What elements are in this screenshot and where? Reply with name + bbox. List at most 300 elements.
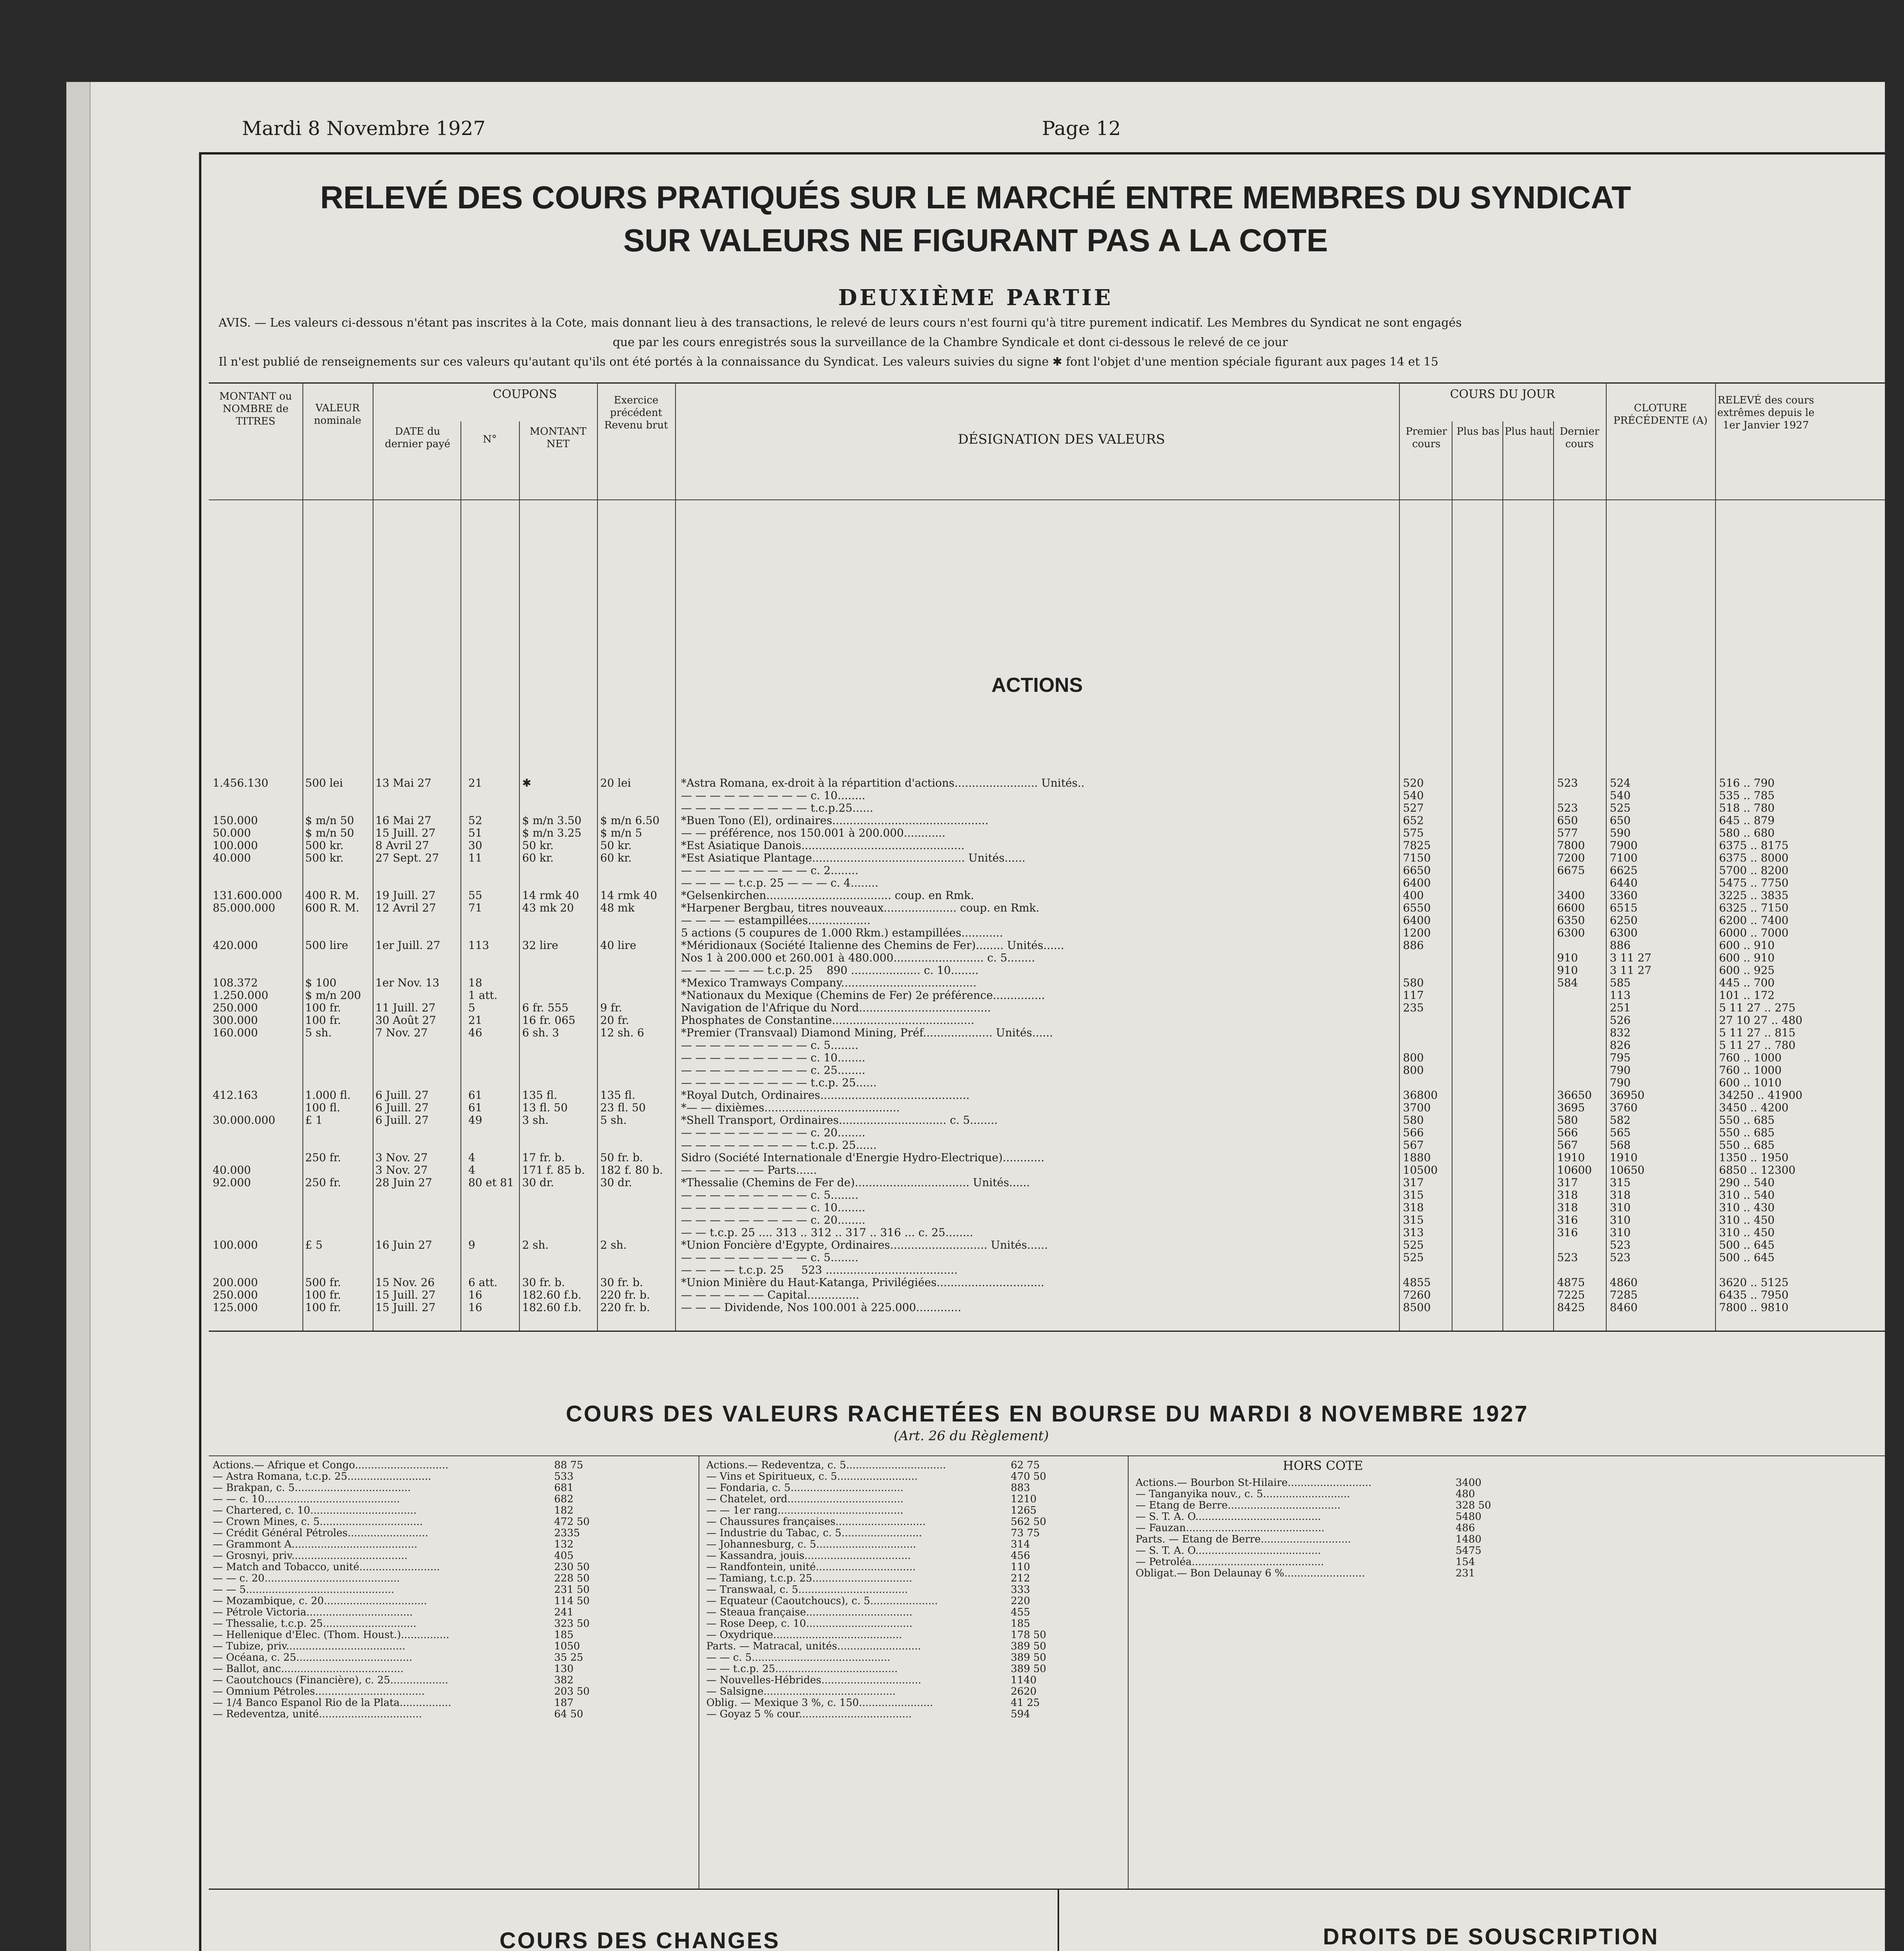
row-montant-net: 182.60 f.b. [522, 1288, 581, 1301]
row-designation: Nos 1 à 200.000 et 260.001 à 480.000.......................... c. 5........ [681, 951, 1035, 964]
row-numero: 71 [468, 901, 482, 914]
row-montant-net: 135 fl. [522, 1089, 557, 1102]
row-premier: 575 [1403, 826, 1424, 839]
row-releve: 3620 .. 5125 [1719, 1276, 1789, 1289]
row-cloture: 6625 [1610, 864, 1638, 877]
col-numero: N° [483, 434, 497, 445]
rachetees-value: 231 [1456, 1567, 1475, 1579]
row-releve: 27 10 27 .. 480 [1719, 1014, 1803, 1027]
row-releve: 550 .. 685 [1719, 1139, 1775, 1151]
row-valeur: 500 kr. [305, 851, 344, 864]
vline [302, 382, 303, 1331]
row-designation: Phosphates de Constantine......................................... [681, 1014, 974, 1027]
row-cloture: 6440 [1610, 876, 1638, 889]
row-valeur: 500 kr. [305, 839, 344, 852]
col-plus-bas: Plus bas [1456, 426, 1500, 437]
rachetees-value: 114 50 [554, 1595, 590, 1607]
row-numero: 1 att. [468, 989, 498, 1002]
rachetees-label: — Petroléa......................................... [1136, 1556, 1324, 1568]
rachetees-value: 314 [1011, 1539, 1030, 1550]
rachetees-value: 182 [554, 1505, 574, 1516]
row-premier: 6400 [1403, 876, 1431, 889]
rachetees-label: — Caoutchoucs (Financière), c. 25.................. [213, 1674, 448, 1686]
rachetees-label: Oblig. — Mexique 3 %, c. 150....................... [706, 1697, 933, 1709]
rachetees-label: — Crown Mines, c. 5................................ [213, 1516, 423, 1528]
row-premier: 318 [1403, 1201, 1424, 1214]
rachetees-value: 533 [554, 1471, 574, 1482]
row-designation: — — — — — — Capital............... [681, 1288, 859, 1301]
rachetees-value: 231 50 [554, 1584, 590, 1596]
rachetees-label: Parts. — Matracal, unités.......................... [706, 1640, 921, 1652]
row-cloture: 310 [1610, 1214, 1631, 1226]
rachetees-value: 3400 [1456, 1477, 1482, 1489]
row-releve: 5475 .. 7750 [1719, 876, 1789, 889]
row-revenu-brut: 182 f. 80 b. [600, 1164, 663, 1176]
row-premier: 800 [1403, 1051, 1424, 1064]
rachetees-title: COURS DES VALEURS RACHETÉES EN BOURSE DU MARDI 8 NOVEMBRE 1927 [566, 1401, 1529, 1427]
row-premier: 540 [1403, 789, 1424, 802]
row-valeur: 250 fr. [305, 1151, 341, 1164]
rachetees-label: — Océana, c. 25.................................... [213, 1652, 412, 1663]
row-premier: 313 [1403, 1226, 1424, 1239]
row-numero: 11 [468, 851, 482, 864]
row-premier: 7825 [1403, 839, 1431, 852]
rachetees-label: — Goyaz 5 % cour................................... [706, 1708, 912, 1720]
row-numero: 21 [468, 776, 482, 789]
row-releve: 310 .. 450 [1719, 1226, 1775, 1239]
col-date: DATE du dernier payé [385, 426, 450, 450]
row-date: 3 Nov. 27 [375, 1151, 428, 1164]
rachetees-label: — Tubize, priv..................................... [213, 1640, 405, 1652]
row-montant: 85.000.000 [213, 901, 276, 914]
rachetees-label: — Etang de Berre................................... [1136, 1500, 1341, 1511]
row-valeur: $ m/n 50 [305, 826, 354, 839]
row-cloture: 6300 [1610, 926, 1638, 939]
changes-title: COURS DES CHANGES [500, 1928, 780, 1951]
row-premier: 525 [1403, 1238, 1424, 1251]
row-releve: 3450 .. 4200 [1719, 1101, 1789, 1114]
row-revenu-brut: 50 fr. b. [600, 1151, 643, 1164]
row-dernier: 1910 [1557, 1151, 1585, 1164]
row-montant-net: 14 rmk 40 [522, 889, 579, 902]
rachetees-label: Actions.— Afrique et Congo............................. [213, 1459, 449, 1471]
row-releve: 6325 .. 7150 [1719, 901, 1789, 914]
col-coupons: COUPONS [492, 387, 557, 401]
row-dernier: 580 [1557, 1114, 1578, 1127]
row-designation: — — t.c.p. 25 .... 313 .. 312 .. 317 .. 316 ... c. 25........ [681, 1226, 973, 1239]
rachetees-value: 185 [554, 1629, 574, 1641]
rachetees-value: 594 [1011, 1708, 1030, 1720]
row-date: 1er Nov. 13 [375, 976, 439, 989]
avis-line-1: AVIS. — Les valeurs ci-dessous n'étant pas inscrites à la Cote, mais donnant lieu à des transactions, le relevé de leurs cours n'est fourni qu'à titre purement indicatif. Les Membres du Syndicat ne sont engagés [219, 316, 1462, 330]
row-revenu-brut: 20 fr. [600, 1014, 629, 1027]
row-dernier: 584 [1557, 976, 1578, 989]
row-montant-net: 30 fr. b. [522, 1276, 565, 1289]
row-dernier: 36650 [1557, 1089, 1592, 1102]
row-numero: 51 [468, 826, 482, 839]
row-montant: 200.000 [213, 1276, 258, 1289]
row-cloture: 832 [1610, 1026, 1631, 1039]
row-designation: *Méridionaux (Société Italienne des Chemins de Fer)........ Unités...... [681, 939, 1064, 952]
row-valeur: 500 fr. [305, 1276, 341, 1289]
vline [1553, 421, 1554, 1331]
row-designation: — — — — — — — — — c. 10........ [681, 1051, 866, 1064]
row-cloture: 650 [1610, 814, 1631, 827]
rachetees-label: — — 5.............................................. [213, 1584, 395, 1596]
row-revenu-brut: 12 sh. 6 [600, 1026, 644, 1039]
rachetees-value: 64 50 [554, 1708, 583, 1720]
rachetees-value: 389 50 [1011, 1640, 1046, 1652]
row-montant: 100.000 [213, 1238, 258, 1251]
rachetees-value: 241 [554, 1606, 574, 1618]
row-cloture: 7285 [1610, 1288, 1638, 1301]
row-montant-net: 17 fr. b. [522, 1151, 565, 1164]
row-releve: 500 .. 645 [1719, 1238, 1775, 1251]
row-valeur: £ 1 [305, 1114, 323, 1127]
row-valeur: 500 lire [305, 939, 348, 952]
row-releve: 6375 .. 8000 [1719, 851, 1789, 864]
row-designation: — — — Dividende, Nos 100.001 à 225.000............. [681, 1301, 962, 1314]
row-designation: *— — dixièmes....................................... [681, 1101, 900, 1114]
rachetees-value: 1140 [1011, 1674, 1037, 1686]
row-cloture: 10650 [1610, 1164, 1645, 1176]
row-designation: — — — — t.c.p. 25 523 ...................................... [681, 1263, 958, 1276]
row-montant: 150.000 [213, 814, 258, 827]
rachetees-value: 220 [1011, 1595, 1030, 1607]
row-revenu-brut: 40 lire [600, 939, 636, 952]
row-revenu-brut: 48 mk [600, 901, 635, 914]
vline [1058, 1889, 1059, 1951]
row-revenu-brut: $ m/n 6.50 [600, 814, 660, 827]
row-numero: 5 [468, 1001, 475, 1014]
row-cloture: 526 [1610, 1014, 1631, 1027]
rachetees-value: 389 50 [1011, 1652, 1046, 1663]
row-dernier: 317 [1557, 1176, 1578, 1189]
rachetees-label: — Redeventza, unité................................ [213, 1708, 422, 1720]
rachetees-value: 73 75 [1011, 1527, 1040, 1539]
row-dernier: 6300 [1557, 926, 1585, 939]
rachetees-value: 2335 [554, 1527, 580, 1539]
row-premier: 4855 [1403, 1276, 1431, 1289]
row-cloture: 523 [1610, 1238, 1631, 1251]
row-dernier: 316 [1557, 1226, 1578, 1239]
rachetees-label: — Grosnyi, priv.................................... [213, 1550, 408, 1562]
row-dernier: 6600 [1557, 901, 1585, 914]
actions-heading: ACTIONS [991, 674, 1083, 697]
rachetees-label: — Tanganyika nouv., c. 5........................... [1136, 1488, 1350, 1500]
row-numero: 80 et 81 [468, 1176, 514, 1189]
row-montant-net: $ m/n 3.25 [522, 826, 581, 839]
rachetees-label: — — c. 5........................................... [706, 1652, 891, 1663]
row-revenu-brut: 60 kr. [600, 851, 632, 864]
rachetees-label: — Salsigne......................................... [706, 1686, 896, 1697]
rachetees-label: — Thessalie, t.c.p. 25............................. [213, 1618, 416, 1629]
newspaper-page [66, 82, 1885, 1951]
col-releve: RELEVÉ des cours extrêmes depuis le 1er Janvier 1927 [1717, 394, 1815, 431]
row-cloture: 795 [1610, 1051, 1631, 1064]
row-premier: 315 [1403, 1189, 1424, 1201]
row-releve: 600 .. 1010 [1719, 1076, 1782, 1089]
row-premier: 567 [1403, 1139, 1424, 1151]
rachetees-label: — 1/4 Banco Espanol Rio de la Plata................ [213, 1697, 452, 1709]
row-designation: — — — — — — — — — c. 20........ [681, 1126, 866, 1139]
row-date: 15 Juill. 27 [375, 826, 436, 839]
row-designation: *Premier (Transvaal) Diamond Mining, Préf.................... Unités...... [681, 1026, 1053, 1039]
row-premier: 527 [1403, 801, 1424, 814]
row-designation: *Gelsenkirchen.................................... coup. en Rmk. [681, 889, 974, 902]
col-cours-du-jour: COURS DU JOUR [1450, 387, 1555, 401]
row-releve: 760 .. 1000 [1719, 1064, 1782, 1077]
row-releve: 6435 .. 7950 [1719, 1288, 1789, 1301]
row-dernier: 4875 [1557, 1276, 1585, 1289]
row-date: 3 Nov. 27 [375, 1164, 428, 1176]
row-date: 8 Avril 27 [375, 839, 429, 852]
row-releve: 5 11 27 .. 275 [1719, 1001, 1796, 1014]
rachetees-value: 333 [1011, 1584, 1030, 1596]
rachetees-value: 470 50 [1011, 1471, 1046, 1482]
row-dernier: 577 [1557, 826, 1578, 839]
rachetees-label: — S. T. A. O....................................... [1136, 1511, 1321, 1523]
row-designation: *Est Asiatique Danois............................................... [681, 839, 965, 852]
row-premier: 520 [1403, 776, 1424, 789]
page-date: Mardi 8 Novembre 1927 [242, 117, 486, 140]
row-releve: 1350 .. 1950 [1719, 1151, 1789, 1164]
row-valeur: 400 R. M. [305, 889, 359, 902]
row-revenu-brut: 5 sh. [600, 1114, 627, 1127]
row-designation: *Harpener Bergbau, titres nouveaux..................... coup. en Rmk. [681, 901, 1040, 914]
row-montant: 1.250.000 [213, 989, 268, 1002]
row-releve: 580 .. 680 [1719, 826, 1775, 839]
row-cloture: 310 [1610, 1201, 1631, 1214]
rachetees-label: — Fondaria, c. 5................................... [706, 1482, 904, 1494]
page-number: Page 12 [1042, 117, 1121, 140]
row-numero: 55 [468, 889, 482, 902]
row-releve: 550 .. 685 [1719, 1126, 1775, 1139]
row-montant: 250.000 [213, 1001, 258, 1014]
row-premier: 315 [1403, 1214, 1424, 1226]
row-releve: 600 .. 910 [1719, 951, 1775, 964]
row-designation: — — — — — — Parts...... [681, 1164, 817, 1176]
rachetees-value: 328 50 [1456, 1500, 1491, 1511]
row-cloture: 524 [1610, 776, 1631, 789]
rachetees-value: 185 [1011, 1618, 1030, 1629]
row-cloture: 565 [1610, 1126, 1631, 1139]
row-premier: 117 [1403, 989, 1424, 1002]
row-valeur: 100 fr. [305, 1288, 341, 1301]
avis-line-3: Il n'est publié de renseignements sur ces valeurs qu'autant qu'ils ont été portés à la connaissance du Syndicat. Les valeurs suivies du signe ✱ font l'objet d'une mention spéciale figurant aux pages 14 et 15 [219, 355, 1438, 369]
rachetees-value: 486 [1456, 1522, 1475, 1534]
souscription-title: DROITS DE SOUSCRIPTION [1323, 1924, 1659, 1949]
row-premier: 566 [1403, 1126, 1424, 1139]
col-exercice: Exercice précédent Revenu brut [604, 394, 668, 431]
row-cloture: 6250 [1610, 914, 1638, 927]
row-cloture: 3760 [1610, 1101, 1638, 1114]
row-cloture: 826 [1610, 1039, 1631, 1052]
row-valeur: 100 fl. [305, 1101, 340, 1114]
rachetees-label: — — 1er rang....................................... [706, 1505, 903, 1516]
row-premier: 8500 [1403, 1301, 1431, 1314]
row-date: 7 Nov. 27 [375, 1026, 428, 1039]
row-montant-net: 60 kr. [522, 851, 554, 864]
vline [1128, 1455, 1129, 1889]
row-montant: 131.600.000 [213, 889, 283, 902]
row-premier: 317 [1403, 1176, 1424, 1189]
row-designation: — — préférence, nos 150.001 à 200.000............ [681, 826, 946, 839]
row-designation: — — — — — — — — — c. 5........ [681, 1039, 859, 1052]
row-releve: 6200 .. 7400 [1719, 914, 1789, 927]
row-premier: 1880 [1403, 1151, 1431, 1164]
row-designation: *Mexico Tramways Company....................................... [681, 976, 977, 989]
row-premier: 7260 [1403, 1288, 1431, 1301]
row-revenu-brut: 2 sh. [600, 1238, 627, 1251]
vline [1715, 382, 1716, 1331]
page-binding [66, 82, 91, 1951]
col-premier: Premier cours [1405, 426, 1447, 450]
table-top-rule [209, 382, 1885, 384]
row-designation: — — — — — — — — — t.c.p.25...... [681, 801, 873, 814]
row-premier: 6400 [1403, 914, 1431, 927]
row-cloture: 590 [1610, 826, 1631, 839]
row-releve: 5700 .. 8200 [1719, 864, 1789, 877]
row-cloture: 540 [1610, 789, 1631, 802]
row-releve: 310 .. 450 [1719, 1214, 1775, 1226]
row-premier: 10500 [1403, 1164, 1438, 1176]
row-montant: 30.000.000 [213, 1114, 276, 1127]
row-designation: *Union Minière du Haut-Katanga, Privilégiées............................... [681, 1276, 1044, 1289]
rachetees-label: — Vins et Spiritueux, c. 5......................... [706, 1471, 918, 1482]
vline [1502, 421, 1503, 1331]
row-date: 6 Juill. 27 [375, 1089, 429, 1102]
row-montant-net: 50 kr. [522, 839, 554, 852]
row-cloture: 3 11 27 [1610, 964, 1652, 977]
row-montant-net: 43 mk 20 [522, 901, 574, 914]
col-montant-net: MONTANT NET [530, 426, 587, 450]
row-designation: — — — — — — — — — c. 2........ [681, 864, 859, 877]
row-date: 16 Juin 27 [375, 1238, 432, 1251]
rachetees-bottom-rule [209, 1889, 1885, 1890]
row-premier: 1200 [1403, 926, 1431, 939]
rachetees-rule [209, 1455, 1885, 1456]
row-numero: 16 [468, 1288, 482, 1301]
row-designation: — — — — — — — — — c. 5........ [681, 1189, 859, 1201]
rachetees-value: 35 25 [554, 1652, 583, 1663]
row-premier: 800 [1403, 1064, 1424, 1077]
row-designation: — — — — estampillées.................. [681, 914, 871, 927]
row-dernier: 523 [1557, 1251, 1578, 1264]
hors-cote-title: HORS COTE [1283, 1458, 1363, 1473]
row-numero: 9 [468, 1238, 475, 1251]
row-designation: — — — — — — — — — t.c.p. 25...... [681, 1139, 877, 1151]
row-valeur: $ 100 [305, 976, 337, 989]
row-releve: 310 .. 430 [1719, 1201, 1775, 1214]
row-designation: — — — — — — — — — c. 10........ [681, 1201, 866, 1214]
row-designation: *Nationaux du Mexique (Chemins de Fer) 2e préférence............... [681, 989, 1045, 1002]
row-designation: *Shell Transport, Ordinaires............................... c. 5........ [681, 1114, 998, 1127]
row-montant: 160.000 [213, 1026, 258, 1039]
row-cloture: 315 [1610, 1176, 1631, 1189]
row-numero: 4 [468, 1151, 475, 1164]
rachetees-label: — Oxydrique........................................ [706, 1629, 902, 1641]
row-valeur: 600 R. M. [305, 901, 359, 914]
row-valeur: 100 fr. [305, 1001, 341, 1014]
rachetees-value: 130 [554, 1663, 574, 1675]
row-date: 28 Juin 27 [375, 1176, 432, 1189]
row-releve: 645 .. 879 [1719, 814, 1775, 827]
row-montant: 250.000 [213, 1288, 258, 1301]
row-valeur: 250 fr. [305, 1176, 341, 1189]
row-montant: 300.000 [213, 1014, 258, 1027]
rachetees-value: 1480 [1456, 1533, 1482, 1545]
row-premier: 6650 [1403, 864, 1431, 877]
row-numero: 52 [468, 814, 482, 827]
rachetees-value: 562 50 [1011, 1516, 1046, 1528]
row-dernier: 7800 [1557, 839, 1585, 852]
row-dernier: 3400 [1557, 889, 1585, 902]
row-dernier: 3695 [1557, 1101, 1585, 1114]
row-dernier: 7200 [1557, 851, 1585, 864]
row-numero: 49 [468, 1114, 482, 1127]
row-designation: *Royal Dutch, Ordinaires........................................... [681, 1089, 970, 1102]
row-revenu-brut: 50 kr. [600, 839, 632, 852]
row-designation: — — — — — — — — — c. 10........ [681, 789, 866, 802]
rachetees-value: 681 [554, 1482, 574, 1494]
row-montant-net: ✱ [522, 776, 532, 789]
row-releve: 445 .. 700 [1719, 976, 1775, 989]
rachetees-label: — Astra Romana, t.c.p. 25.......................... [213, 1471, 431, 1482]
row-cloture: 6515 [1610, 901, 1638, 914]
row-releve: 5 11 27 .. 780 [1719, 1039, 1796, 1052]
row-dernier: 910 [1557, 964, 1578, 977]
row-releve: 6000 .. 7000 [1719, 926, 1789, 939]
rachetees-value: 682 [554, 1493, 574, 1505]
row-dernier: 10600 [1557, 1164, 1592, 1176]
row-revenu-brut: 135 fl. [600, 1089, 635, 1102]
row-releve: 6375 .. 8175 [1719, 839, 1789, 852]
row-montant-net: 3 sh. [522, 1114, 549, 1127]
rachetees-label: — — c. 10.......................................... [213, 1493, 400, 1505]
row-designation: *Astra Romana, ex-droit à la répartition d'actions........................ Unités.. [681, 776, 1084, 789]
row-revenu-brut: 9 fr. [600, 1001, 622, 1014]
row-revenu-brut: 20 lei [600, 776, 631, 789]
row-dernier: 523 [1557, 801, 1578, 814]
rachetees-value: 1050 [554, 1640, 580, 1652]
row-releve: 600 .. 910 [1719, 939, 1775, 952]
row-numero: 61 [468, 1101, 482, 1114]
col-dernier: Dernier cours [1559, 426, 1600, 450]
rachetees-label: — Chaussures françaises............................ [706, 1516, 926, 1528]
row-revenu-brut: 30 dr. [600, 1176, 632, 1189]
row-numero: 18 [468, 976, 482, 989]
row-designation: *Thessalie (Chemins de Fer de)................................. Unités...... [681, 1176, 1030, 1189]
row-cloture: 790 [1610, 1064, 1631, 1077]
row-revenu-brut: 14 rmk 40 [600, 889, 657, 902]
row-cloture: 318 [1610, 1189, 1631, 1201]
row-cloture: 1910 [1610, 1151, 1638, 1164]
row-cloture: 8460 [1610, 1301, 1638, 1314]
rachetees-value: 132 [554, 1539, 574, 1550]
row-montant-net: 171 f. 85 b. [522, 1164, 585, 1176]
row-releve: 3225 .. 3835 [1719, 889, 1789, 902]
row-premier: 400 [1403, 889, 1424, 902]
row-montant: 420.000 [213, 939, 258, 952]
row-premier: 235 [1403, 1001, 1424, 1014]
row-cloture: 7100 [1610, 851, 1638, 864]
row-premier: 6550 [1403, 901, 1431, 914]
row-designation: *Est Asiatique Plantage............................................ Unités...... [681, 851, 1026, 864]
row-releve: 500 .. 645 [1719, 1251, 1775, 1264]
row-valeur: $ m/n 200 [305, 989, 361, 1002]
vline [675, 382, 676, 1331]
